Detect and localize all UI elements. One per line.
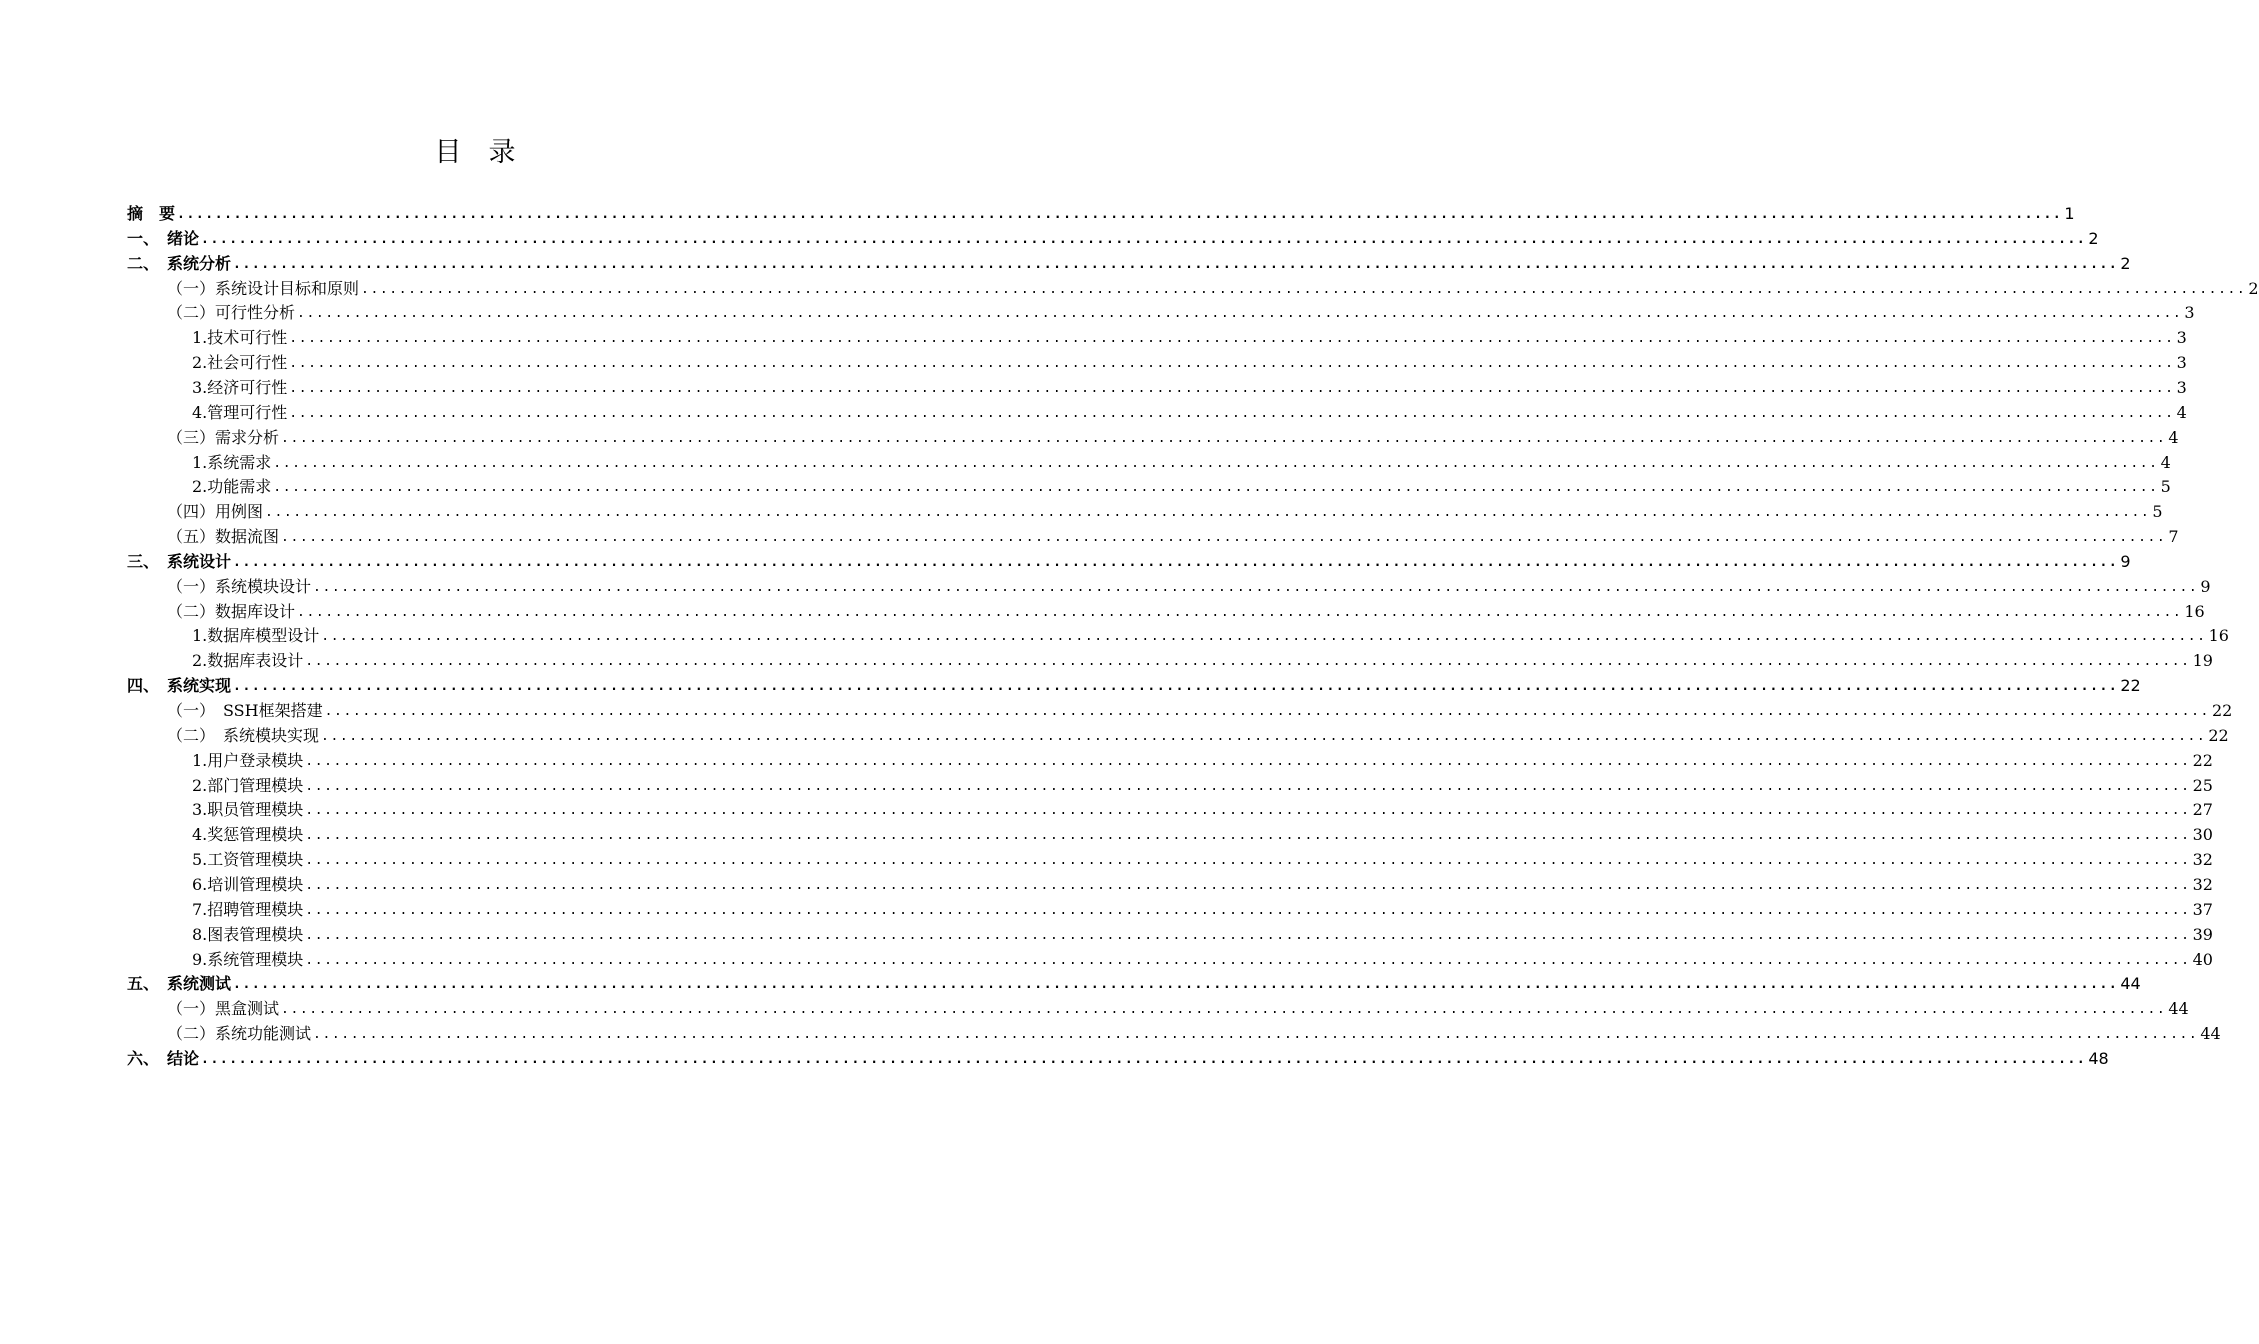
toc-entry[interactable]	[167, 275, 2259, 299]
toc-page-number: 22	[2120, 676, 2141, 696]
toc-entry-label: 5.工资管理模块	[192, 850, 304, 870]
toc-page-number: 1	[2064, 204, 2075, 223]
toc-entry-label: （二）可行性分析	[167, 303, 296, 323]
toc-entry[interactable]	[192, 796, 2213, 820]
toc-leader-dots: ........................................................................................................................................................................................................	[289, 356, 2175, 372]
toc-entry-label: （二）数据库设计	[167, 601, 296, 621]
toc-leader-dots: ........................................................................................................................................................................................................	[305, 753, 2191, 769]
toc-leader-dots: ........................................................................................................................................................................................................	[289, 380, 2175, 396]
toc-page-number: 44	[2120, 974, 2141, 994]
toc-entry-label: （四）用例图	[167, 502, 264, 522]
toc-page-number: 2	[2088, 228, 2099, 248]
toc-entry-label: 摘 要	[127, 204, 176, 223]
toc-entry[interactable]	[192, 399, 2187, 423]
toc-page-number: 3	[2176, 328, 2187, 348]
toc-entry[interactable]	[127, 672, 2141, 696]
toc-entry[interactable]	[167, 424, 2179, 448]
toc-entry[interactable]	[192, 747, 2213, 771]
toc-entry-label: 3.职员管理模块	[192, 800, 304, 820]
toc-leader-dots: ........................................................................................................................................................................................................	[201, 1051, 2087, 1067]
toc-page-number: 2	[2248, 278, 2259, 298]
toc-entry[interactable]	[192, 349, 2187, 373]
toc-leader-dots: ........................................................................................................................................................................................................	[233, 554, 2119, 570]
toc-leader-dots: ........................................................................................................................................................................................................	[313, 579, 2199, 595]
toc-leader-dots: ........................................................................................................................................................................................................	[321, 629, 2207, 645]
toc-entry[interactable]	[127, 225, 2099, 249]
toc-page-number: 40	[2192, 949, 2213, 969]
toc-leader-dots: ........................................................................................................................................................................................................	[305, 902, 2191, 918]
toc-entry-label: 8.图表管理模块	[192, 924, 304, 944]
toc-entry[interactable]	[192, 821, 2213, 845]
toc-leader-dots: ........................................................................................................................................................................................................	[313, 1027, 2199, 1043]
toc-entry-label: （二）系统功能测试	[167, 1024, 312, 1044]
toc-entry-label: 2.部门管理模块	[192, 775, 304, 795]
toc-entry[interactable]	[167, 523, 2179, 547]
toc-entry[interactable]	[192, 846, 2213, 870]
toc-entry-label: （一）系统设计目标和原则	[167, 278, 360, 298]
toc-entry-label: （一）系统模块设计	[167, 576, 312, 596]
toc-entry-label: 六、 结论	[127, 1048, 200, 1068]
toc-leader-dots: ........................................................................................................................................................................................................	[233, 679, 2119, 695]
toc-entry[interactable]	[192, 374, 2187, 398]
toc-leader-dots: ........................................................................................................................................................................................................	[289, 405, 2175, 421]
toc-entry[interactable]	[192, 449, 2171, 473]
toc-leader-dots: ........................................................................................................................................................................................................	[289, 331, 2175, 347]
toc-page-number: 27	[2192, 800, 2213, 820]
toc-page-number: 4	[2160, 452, 2171, 472]
toc-leader-dots: ........................................................................................................................................................................................................	[305, 654, 2191, 670]
toc-entry-label: 7.招聘管理模块	[192, 899, 304, 919]
toc-leader-dots: ........................................................................................................................................................................................................	[233, 256, 2119, 272]
toc-page-number: 4	[2168, 427, 2179, 447]
toc-page-number: 25	[2192, 775, 2213, 795]
toc-entry[interactable]	[127, 200, 2075, 224]
toc-entry[interactable]	[192, 772, 2213, 796]
toc-page-number: 32	[2192, 874, 2213, 894]
toc-entry[interactable]	[127, 250, 2131, 274]
toc-leader-dots: ........................................................................................................................................................................................................	[281, 530, 2167, 546]
toc-entry-label: 1.数据库模型设计	[192, 626, 320, 646]
toc-page-number: 9	[2200, 576, 2211, 596]
toc-entry-label: （一）黑盒测试	[167, 999, 280, 1019]
toc-entry[interactable]	[127, 548, 2131, 572]
toc-entry[interactable]	[167, 722, 2229, 746]
toc-page-number: 5	[2160, 477, 2171, 497]
toc-page-number: 22	[2211, 701, 2233, 720]
toc-leader-dots: ........................................................................................................................................................................................................	[281, 1002, 2167, 1018]
toc-entry[interactable]	[167, 995, 2189, 1019]
toc-entry[interactable]	[167, 697, 2233, 721]
toc-entry[interactable]	[192, 946, 2213, 970]
toc-entry-label: （五）数据流图	[167, 527, 280, 547]
toc-page-number: 37	[2192, 899, 2213, 919]
toc-leader-dots: ........................................................................................................................................................................................................	[361, 281, 2247, 297]
toc-entry[interactable]	[167, 299, 2195, 323]
toc-page-number: 44	[2168, 999, 2189, 1019]
toc-leader-dots: ........................................................................................................................................................................................................	[297, 604, 2183, 620]
toc-page-number: 39	[2192, 924, 2213, 944]
toc-entry-label: 4.奖惩管理模块	[192, 825, 304, 845]
toc-entry[interactable]	[167, 1020, 2221, 1044]
toc-entry-label: 1.系统需求	[192, 452, 272, 472]
toc-leader-dots: ........................................................................................................................................................................................................	[305, 853, 2191, 869]
toc-entry[interactable]	[127, 970, 2141, 994]
toc-entry-label: 4.管理可行性	[192, 402, 288, 422]
toc-entry-label: 2.数据库表设计	[192, 651, 304, 671]
toc-leader-dots: ........................................................................................................................................................................................................	[281, 430, 2167, 446]
toc-entry[interactable]	[192, 473, 2171, 497]
toc-leader-dots: ........................................................................................................................................................................................................	[305, 927, 2191, 943]
toc-entry-label: 一、 绪论	[127, 228, 200, 248]
toc-page-number: 44	[2200, 1024, 2221, 1044]
toc-page-number: 32	[2192, 850, 2213, 870]
toc-entry[interactable]	[192, 324, 2187, 348]
toc-page-number: 16	[2208, 626, 2229, 646]
toc-entry[interactable]	[192, 896, 2213, 920]
toc-leader-dots: ........................................................................................................................................................................................................	[265, 505, 2151, 521]
toc-entry-label: 2.社会可行性	[192, 353, 288, 373]
toc-entry-label: 1.技术可行性	[192, 328, 288, 348]
toc-page-number: 16	[2184, 601, 2205, 621]
toc-entry-label: 2.功能需求	[192, 477, 272, 497]
toc-leader-dots: ........................................................................................................................................................................................................	[297, 306, 2183, 322]
toc-leader-dots: ........................................................................................................................................................................................................	[305, 877, 2191, 893]
toc-page-number: 4	[2176, 402, 2187, 422]
toc-entry-label: 9.系统管理模块	[192, 949, 304, 969]
toc-page-number: 48	[2088, 1048, 2109, 1068]
toc-entry[interactable]	[192, 622, 2229, 646]
toc-page-number: 3	[2176, 377, 2187, 397]
toc-page-number: 30	[2192, 825, 2213, 845]
toc-entry[interactable]	[192, 871, 2213, 895]
toc-page-number: 22	[2192, 750, 2213, 770]
toc-page-number: 3	[2176, 353, 2187, 373]
toc-entry[interactable]	[167, 498, 2163, 522]
toc-entry[interactable]	[192, 647, 2213, 671]
toc-leader-dots: ........................................................................................................................................................................................................	[201, 231, 2087, 247]
toc-entry-label: （二） 系统模块实现	[167, 725, 320, 745]
toc-entry-label: 四、 系统实现	[127, 676, 232, 696]
toc-leader-dots: ........................................................................................................................................................................................................	[321, 728, 2207, 744]
toc-entry-label: 五、 系统测试	[127, 974, 232, 994]
toc-entry-label: 二、 系统分析	[127, 253, 232, 273]
toc-entry[interactable]	[167, 573, 2211, 597]
toc-leader-dots: ........................................................................................................................................................................................................	[273, 455, 2159, 471]
toc-leader-dots: ........................................................................................................................................................................................................	[177, 207, 2063, 222]
toc-leader-dots: ........................................................................................................................................................................................................	[233, 977, 2119, 993]
toc-entry-label: 三、 系统设计	[127, 551, 232, 571]
toc-entry-label: 6.培训管理模块	[192, 874, 304, 894]
toc-entry-label: （一） SSH框架搭建	[167, 701, 323, 720]
toc-entry-label: （三）需求分析	[167, 427, 280, 447]
toc-entry[interactable]	[192, 921, 2213, 945]
toc-entry-label: 3.经济可行性	[192, 377, 288, 397]
toc-page-number: 2	[2120, 253, 2131, 273]
toc-page-number: 9	[2120, 551, 2131, 571]
toc-leader-dots: ........................................................................................................................................................................................................	[305, 803, 2191, 819]
toc-entry[interactable]	[167, 598, 2205, 622]
toc-leader-dots: ........................................................................................................................................................................................................	[273, 480, 2159, 496]
toc-page-number: 7	[2168, 527, 2179, 547]
page-title: 目 录	[434, 137, 516, 168]
toc-leader-dots: ........................................................................................................................................................................................................	[324, 704, 2210, 719]
toc-leader-dots: ........................................................................................................................................................................................................	[305, 778, 2191, 794]
toc-leader-dots: ........................................................................................................................................................................................................	[305, 828, 2191, 844]
toc-entry-label: 1.用户登录模块	[192, 750, 304, 770]
toc-page-number: 3	[2184, 303, 2195, 323]
toc-page-number: 22	[2208, 725, 2229, 745]
toc-entry[interactable]	[127, 1045, 2109, 1069]
toc-page-number: 5	[2152, 502, 2163, 522]
toc-leader-dots: ........................................................................................................................................................................................................	[305, 952, 2191, 968]
toc-page-number: 19	[2192, 651, 2213, 671]
